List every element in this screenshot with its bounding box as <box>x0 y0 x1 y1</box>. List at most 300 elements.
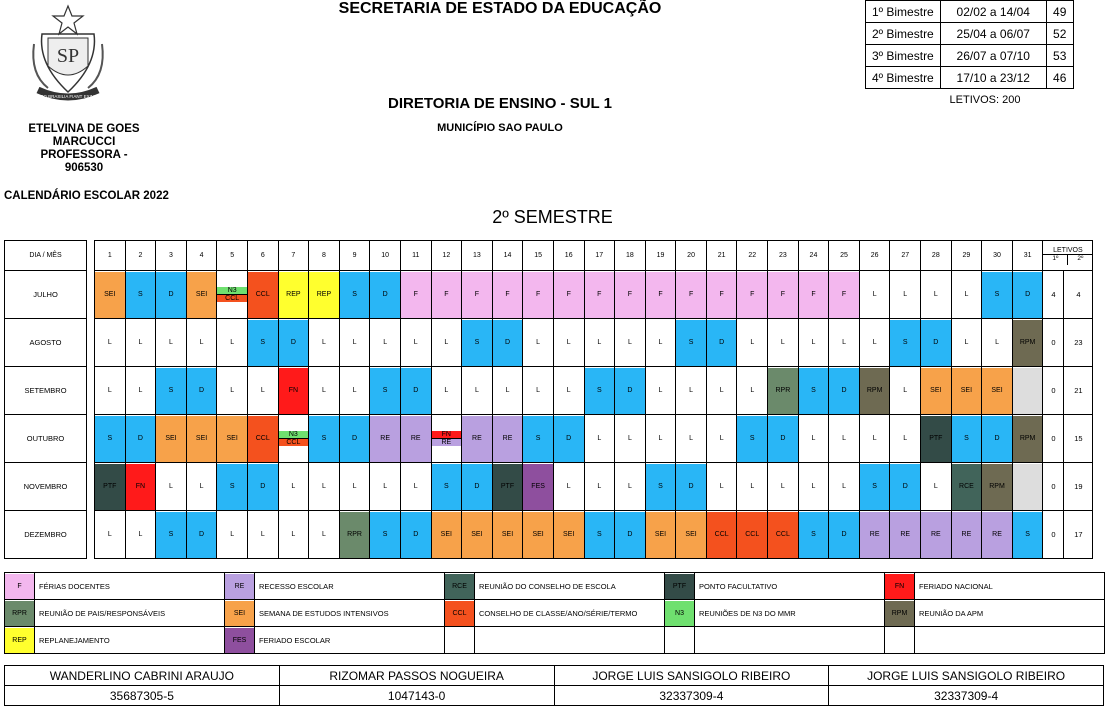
day-cell-code: S <box>126 272 156 318</box>
legend-swatch <box>445 600 475 627</box>
day-cell-code: SEI <box>187 416 217 462</box>
day-cell-code: L <box>340 320 370 366</box>
bimester-period: 17/10 a 23/12 <box>940 67 1046 89</box>
corner-header: DIA / MÊS <box>5 241 87 271</box>
day-cell-code: F <box>401 272 431 318</box>
letivos-sub-1: 1º <box>1043 255 1068 265</box>
bimester-name: 1º Bimestre <box>866 1 941 23</box>
day-cell-code: L <box>676 368 706 414</box>
month-row <box>5 271 1093 319</box>
day-cell <box>523 415 554 463</box>
day-cell-code: L <box>309 368 339 414</box>
day-cell-code: L <box>279 512 309 558</box>
column-separator <box>87 463 95 511</box>
day-cell <box>737 415 768 463</box>
day-cell <box>339 271 370 319</box>
day-cell <box>278 415 309 463</box>
day-cell <box>217 463 248 511</box>
school-name-line: 906530 <box>64 162 104 174</box>
day-cell <box>156 319 187 367</box>
day-cell-code: RE <box>370 416 400 462</box>
day-header: 5 <box>217 241 248 271</box>
day-header: 30 <box>982 241 1013 271</box>
day-cell-code: REP <box>279 272 309 318</box>
day-cell <box>859 271 890 319</box>
day-cell-code: L <box>799 320 829 366</box>
day-cell-code: S <box>890 320 920 366</box>
bimester-days: 52 <box>1046 23 1073 45</box>
day-cell <box>186 463 217 511</box>
day-cell <box>523 367 554 415</box>
day-cell <box>492 463 523 511</box>
day-cell-code: S <box>585 368 615 414</box>
day-cell <box>951 415 982 463</box>
day-cell <box>492 271 523 319</box>
day-cell-code: S <box>799 368 829 414</box>
day-cell <box>400 511 431 559</box>
day-cell <box>584 319 615 367</box>
legend-code: RCE <box>445 574 474 599</box>
signature-id: 1047143-0 <box>279 686 554 706</box>
month-row <box>5 319 1093 367</box>
day-header: 2 <box>125 241 156 271</box>
month-row <box>5 415 1093 463</box>
day-cell <box>370 511 401 559</box>
day-cell <box>859 367 890 415</box>
day-cell <box>523 511 554 559</box>
day-cell-code: L <box>829 464 859 510</box>
day-cell-code: L <box>860 416 890 462</box>
day-cell-code: SEI <box>217 416 247 462</box>
day-cell-code: L <box>309 464 339 510</box>
day-cell-code: F <box>737 272 767 318</box>
day-cell <box>706 463 737 511</box>
day-cell <box>492 415 523 463</box>
day-cell <box>462 319 493 367</box>
day-cell <box>584 415 615 463</box>
day-cell-code: D <box>493 320 523 366</box>
day-cell-code: L <box>126 368 156 414</box>
day-cell-code: D <box>615 512 645 558</box>
day-cell <box>615 367 646 415</box>
day-cell-code: SEI <box>95 272 125 318</box>
day-cell-code: L <box>432 368 462 414</box>
day-cell-code: F <box>585 272 615 318</box>
day-cell <box>217 367 248 415</box>
day-header: 15 <box>523 241 554 271</box>
day-header: 28 <box>921 241 952 271</box>
bimester-row <box>866 23 1074 45</box>
day-cell-code: D <box>982 416 1012 462</box>
day-cell-code: L <box>585 320 615 366</box>
day-header: 8 <box>309 241 340 271</box>
day-cell-code: N3 <box>217 287 247 295</box>
day-cell-code: L <box>187 320 217 366</box>
day-cell-code: SEI <box>493 512 523 558</box>
day-header: 12 <box>431 241 462 271</box>
legend-row <box>5 600 1105 627</box>
day-cell-code: PTF <box>921 416 951 462</box>
bimester-days: 53 <box>1046 45 1073 67</box>
day-cell-code: SEI <box>982 368 1012 414</box>
day-cell <box>706 415 737 463</box>
day-cell-code: L <box>401 320 431 366</box>
letivos-count: 17 <box>1064 511 1093 559</box>
day-cell <box>676 367 707 415</box>
bimester-table <box>865 0 1074 89</box>
day-cell <box>676 415 707 463</box>
day-cell <box>400 367 431 415</box>
day-cell-code <box>1013 464 1043 510</box>
day-cell-code: D <box>676 464 706 510</box>
day-cell <box>951 271 982 319</box>
day-cell-code: L <box>187 464 217 510</box>
day-cell-code: SEI <box>676 512 706 558</box>
legend-label: RECESSO ESCOLAR <box>255 573 445 600</box>
day-cell-code: D <box>187 512 217 558</box>
day-cell-code: D <box>462 464 492 510</box>
day-cell <box>217 511 248 559</box>
signature-id: 32337309-4 <box>554 686 829 706</box>
day-cell <box>370 367 401 415</box>
bimester-days: 46 <box>1046 67 1073 89</box>
day-cell-code: SEI <box>156 416 186 462</box>
day-cell <box>1012 463 1043 511</box>
day-cell <box>768 511 799 559</box>
day-cell-code: L <box>921 272 951 318</box>
legend-table <box>4 572 1105 654</box>
school-name-line: ETELVINA DE GOES <box>28 123 140 135</box>
day-cell-code: FES <box>523 464 553 510</box>
letivos-count: 23 <box>1064 319 1093 367</box>
day-cell <box>676 511 707 559</box>
day-cell-code: CCL <box>217 295 247 302</box>
day-cell <box>829 319 860 367</box>
day-cell <box>737 271 768 319</box>
day-header: 29 <box>951 241 982 271</box>
day-cell <box>982 511 1013 559</box>
day-cell-code: F <box>554 272 584 318</box>
day-cell-code: L <box>126 320 156 366</box>
legend-label: FÉRIAS DOCENTES <box>35 573 225 600</box>
day-cell <box>859 319 890 367</box>
day-cell-code: L <box>523 368 553 414</box>
day-cell <box>339 415 370 463</box>
day-cell <box>982 271 1013 319</box>
day-cell <box>523 271 554 319</box>
day-cell <box>798 415 829 463</box>
day-cell-code: L <box>768 320 798 366</box>
day-cell <box>95 415 126 463</box>
letivos-total: LETIVOS: 200 <box>949 94 1021 106</box>
letivos-header <box>1043 241 1093 271</box>
day-cell-code: L <box>156 320 186 366</box>
day-cell <box>982 319 1013 367</box>
legend-label <box>915 627 1105 654</box>
day-cell <box>890 319 921 367</box>
legend-code: RPM <box>885 601 914 626</box>
day-header: 16 <box>553 241 584 271</box>
day-cell-code: L <box>768 464 798 510</box>
day-cell <box>523 319 554 367</box>
legend-swatch <box>665 627 695 654</box>
day-cell-code: S <box>1013 512 1043 558</box>
day-cell <box>615 319 646 367</box>
day-cell <box>859 463 890 511</box>
day-cell-code: CCL <box>707 512 737 558</box>
day-header: 10 <box>370 241 401 271</box>
day-cell-code: RE <box>462 416 492 462</box>
day-cell <box>217 415 248 463</box>
day-header: 18 <box>615 241 646 271</box>
legend-code: SEI <box>225 601 254 626</box>
column-separator <box>87 271 95 319</box>
day-cell <box>492 511 523 559</box>
day-cell <box>982 367 1013 415</box>
calendar-year-title: CALENDÁRIO ESCOLAR 2022 <box>4 190 169 202</box>
day-cell <box>339 367 370 415</box>
legend-code: N3 <box>665 601 694 626</box>
day-cell-code: L <box>585 416 615 462</box>
day-cell-code: S <box>737 416 767 462</box>
day-cell-code: L <box>432 320 462 366</box>
day-cell <box>247 463 278 511</box>
legend-swatch <box>445 573 475 600</box>
logo-initials: SP <box>56 45 80 67</box>
day-header: 31 <box>1012 241 1043 271</box>
day-cell-code: D <box>615 368 645 414</box>
day-cell <box>125 319 156 367</box>
day-cell <box>309 319 340 367</box>
day-cell <box>95 271 126 319</box>
signature-id: 35687305-5 <box>5 686 280 706</box>
day-cell-code: F <box>799 272 829 318</box>
day-cell-code: RE <box>952 512 982 558</box>
day-cell <box>951 367 982 415</box>
day-cell <box>768 415 799 463</box>
day-cell-code: RE <box>432 439 462 446</box>
day-cell <box>768 367 799 415</box>
day-cell <box>523 463 554 511</box>
day-cell-code: D <box>829 512 859 558</box>
day-cell-code: S <box>860 464 890 510</box>
day-cell-code: L <box>370 320 400 366</box>
legend-code: CCL <box>445 601 474 626</box>
day-cell <box>706 271 737 319</box>
day-cell-code: CCL <box>768 512 798 558</box>
letivos-count: 0 <box>1043 319 1064 367</box>
day-cell-code: L <box>860 272 890 318</box>
day-cell <box>890 463 921 511</box>
day-cell <box>829 367 860 415</box>
day-cell <box>737 319 768 367</box>
day-cell-code: L <box>982 320 1012 366</box>
legend-code: REP <box>5 628 34 653</box>
municipio-title: MUNICÍPIO SAO PAULO <box>437 122 563 134</box>
column-separator <box>87 319 95 367</box>
day-cell <box>921 319 952 367</box>
day-cell <box>829 415 860 463</box>
day-cell-code: RCE <box>952 464 982 510</box>
day-cell <box>584 367 615 415</box>
day-header: 6 <box>247 241 278 271</box>
legend-label: REUNIÃO DE PAIS/RESPONSÁVEIS <box>35 600 225 627</box>
day-cell <box>768 319 799 367</box>
day-cell-code: L <box>493 368 523 414</box>
day-cell <box>309 463 340 511</box>
day-cell <box>247 271 278 319</box>
day-header: 27 <box>890 241 921 271</box>
day-cell <box>400 463 431 511</box>
day-cell <box>278 319 309 367</box>
legend-swatch <box>885 573 915 600</box>
day-cell <box>125 271 156 319</box>
legend-label <box>695 627 885 654</box>
day-cell-code: S <box>156 512 186 558</box>
day-cell-code: L <box>890 272 920 318</box>
day-cell-code: S <box>370 368 400 414</box>
day-cell-code: N3 <box>279 431 309 439</box>
day-cell <box>462 367 493 415</box>
day-cell-code: L <box>95 368 125 414</box>
day-cell-code: L <box>952 272 982 318</box>
day-cell-code: D <box>707 320 737 366</box>
day-cell <box>431 367 462 415</box>
logo-motto: PRO BRASILIA FIANT EXIMIA <box>37 94 99 99</box>
letivos-sub-2: 2º <box>1077 254 1084 262</box>
day-cell <box>217 319 248 367</box>
day-cell <box>431 511 462 559</box>
semester-title: 2º SEMESTRE <box>492 207 613 227</box>
day-cell <box>370 319 401 367</box>
day-cell-code: F <box>646 272 676 318</box>
bimester-days: 49 <box>1046 1 1073 23</box>
day-cell <box>706 367 737 415</box>
legend-swatch <box>225 573 255 600</box>
day-cell <box>890 415 921 463</box>
day-cell-code: SEI <box>432 512 462 558</box>
day-cell-code: SEI <box>523 512 553 558</box>
letivos-count: 21 <box>1064 367 1093 415</box>
day-cell-code: L <box>799 416 829 462</box>
secretaria-title: SECRETARIA DE ESTADO DA EDUCAÇÃO <box>338 0 662 17</box>
day-cell-code: F <box>523 272 553 318</box>
day-header: 7 <box>278 241 309 271</box>
day-cell-code: F <box>707 272 737 318</box>
day-cell-code: L <box>952 320 982 366</box>
month-row <box>5 463 1093 511</box>
legend-swatch <box>225 627 255 654</box>
month-name: DEZEMBRO <box>5 511 87 559</box>
school-name <box>0 123 168 175</box>
day-cell <box>95 367 126 415</box>
day-cell-code: D <box>554 416 584 462</box>
day-cell <box>186 511 217 559</box>
day-cell <box>553 511 584 559</box>
day-cell-code: RE <box>921 512 951 558</box>
day-cell-code: D <box>921 320 951 366</box>
day-cell <box>553 367 584 415</box>
bimester-period: 02/02 a 14/04 <box>940 1 1046 23</box>
column-separator <box>87 241 95 271</box>
day-cell <box>982 415 1013 463</box>
day-cell-code: L <box>554 464 584 510</box>
day-cell-code: L <box>615 464 645 510</box>
day-cell-code: SEI <box>187 272 217 318</box>
day-cell <box>890 511 921 559</box>
day-cell-code: S <box>217 464 247 510</box>
legend-swatch <box>665 600 695 627</box>
day-cell <box>645 367 676 415</box>
month-name: AGOSTO <box>5 319 87 367</box>
day-cell-code: PTF <box>493 464 523 510</box>
day-cell <box>309 415 340 463</box>
day-cell-code: L <box>829 320 859 366</box>
legend-swatch <box>225 600 255 627</box>
day-cell-code: FN <box>126 464 156 510</box>
day-header: 22 <box>737 241 768 271</box>
day-header: 4 <box>186 241 217 271</box>
legend-label: PONTO FACULTATIVO <box>695 573 885 600</box>
day-cell <box>247 511 278 559</box>
day-cell-code: F <box>493 272 523 318</box>
day-cell-code <box>1013 368 1043 414</box>
day-cell-code: CCL <box>737 512 767 558</box>
day-cell-code: L <box>646 320 676 366</box>
day-cell-code: D <box>340 416 370 462</box>
day-header: 17 <box>584 241 615 271</box>
day-cell-code: D <box>829 368 859 414</box>
legend-label: REUNIÃO DO CONSELHO DE ESCOLA <box>475 573 665 600</box>
letivos-count: 4 <box>1043 271 1064 319</box>
day-cell <box>462 511 493 559</box>
day-cell <box>125 511 156 559</box>
day-cell <box>921 271 952 319</box>
day-cell-code: D <box>187 368 217 414</box>
day-cell-code: F <box>462 272 492 318</box>
day-cell <box>309 367 340 415</box>
legend-code: RE <box>225 574 254 599</box>
day-cell-code: L <box>615 320 645 366</box>
letivos-header-label: LETIVOS <box>1043 247 1092 255</box>
day-cell-code: L <box>737 368 767 414</box>
day-cell-code: F <box>676 272 706 318</box>
day-cell-code: FN <box>279 368 309 414</box>
bimester-period: 25/04 a 06/07 <box>940 23 1046 45</box>
column-separator <box>87 415 95 463</box>
day-cell <box>431 271 462 319</box>
day-cell-code: S <box>432 464 462 510</box>
day-cell <box>982 463 1013 511</box>
day-cell <box>431 415 462 463</box>
bimester-name: 2º Bimestre <box>866 23 941 45</box>
school-name-line: MARCUCCI <box>52 136 116 148</box>
column-separator <box>87 367 95 415</box>
legend-swatch <box>665 573 695 600</box>
day-cell-code: CCL <box>248 416 278 462</box>
day-header: 14 <box>492 241 523 271</box>
day-cell-code: F <box>768 272 798 318</box>
calendar-grid <box>4 240 1093 559</box>
day-cell <box>462 463 493 511</box>
day-cell-code: RE <box>982 512 1012 558</box>
day-cell <box>615 463 646 511</box>
day-cell-code: RPM <box>1013 416 1043 462</box>
day-cell <box>798 511 829 559</box>
day-cell <box>309 271 340 319</box>
legend-label: FERIADO ESCOLAR <box>255 627 445 654</box>
bimester-name: 4º Bimestre <box>866 67 941 89</box>
